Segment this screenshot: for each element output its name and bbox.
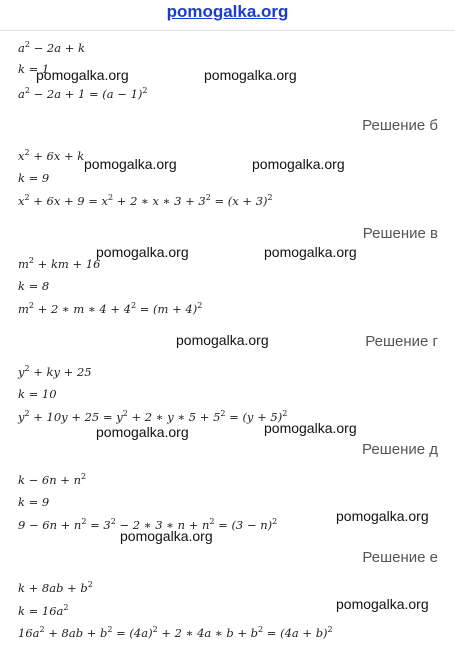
watermark: pomogalka.org: [84, 156, 177, 172]
expression: $x^2 + 6x + k$: [18, 148, 85, 163]
expression: $m^2$ + km + 16: [18, 256, 101, 271]
watermark: pomogalka.org: [336, 508, 429, 524]
watermark: pomogalka.org: [264, 244, 357, 260]
k-value: k = 10: [18, 387, 57, 401]
k-value: k = 9: [18, 495, 50, 509]
watermark: pomogalka.org: [204, 67, 297, 83]
k-value: k = 1: [18, 62, 50, 76]
site-logo[interactable]: pomogalka.org: [166, 2, 289, 21]
solution-heading: Решение б: [362, 117, 438, 134]
k-value: $k = 16a^2$: [18, 603, 69, 618]
solution-heading: Решение г: [365, 333, 438, 350]
expression: $k - 6n + n^2$: [18, 472, 87, 487]
header-divider: [0, 30, 455, 31]
result: $y^2 + 10y + 25 = y^2 + 2$ ∗ y ∗ $5 + 5^2 = (y + 5)^2$: [18, 409, 288, 424]
expression: $y^2$ + ky + 25: [18, 364, 92, 379]
solution-heading: Решение е: [362, 549, 438, 566]
expression: $a^2 - 2a + k$: [18, 40, 85, 55]
watermark: pomogalka.org: [120, 528, 213, 544]
k-value: k = 8: [18, 279, 50, 293]
watermark: pomogalka.org: [176, 332, 269, 348]
watermark: pomogalka.org: [36, 67, 129, 83]
watermark: pomogalka.org: [336, 596, 429, 612]
result: $16a^2 + 8ab + b^2 = (4a)^2 + 2$ ∗ 4a ∗ $b + b^2 = (4a + b)^2$: [18, 625, 333, 640]
watermark: pomogalka.org: [252, 156, 345, 172]
watermark: pomogalka.org: [96, 424, 189, 440]
k-value: k = 9: [18, 171, 50, 185]
result: $m^2 + 2$ ∗ m ∗ $4 + 4^2 = (m + 4)^2$: [18, 301, 203, 316]
expression: $k + 8ab + b^2$: [18, 580, 93, 595]
solution-heading: Решение д: [362, 441, 438, 458]
solution-heading: Решение в: [362, 225, 438, 242]
result: $x^2 + 6x + 9 = x^2 + 2$ ∗ x ∗ $3 + 3^2 = (x + 3)^2$: [18, 193, 273, 208]
result: $9 - 6n + n^2 = 3^2 - 2$ ∗ 3 ∗ $n + n^2 = (3 - n)^2$: [18, 517, 278, 532]
result: $a^2 - 2a + 1 = (a - 1)^2$: [18, 86, 148, 101]
watermark: pomogalka.org: [264, 420, 357, 436]
watermark: pomogalka.org: [96, 244, 189, 260]
